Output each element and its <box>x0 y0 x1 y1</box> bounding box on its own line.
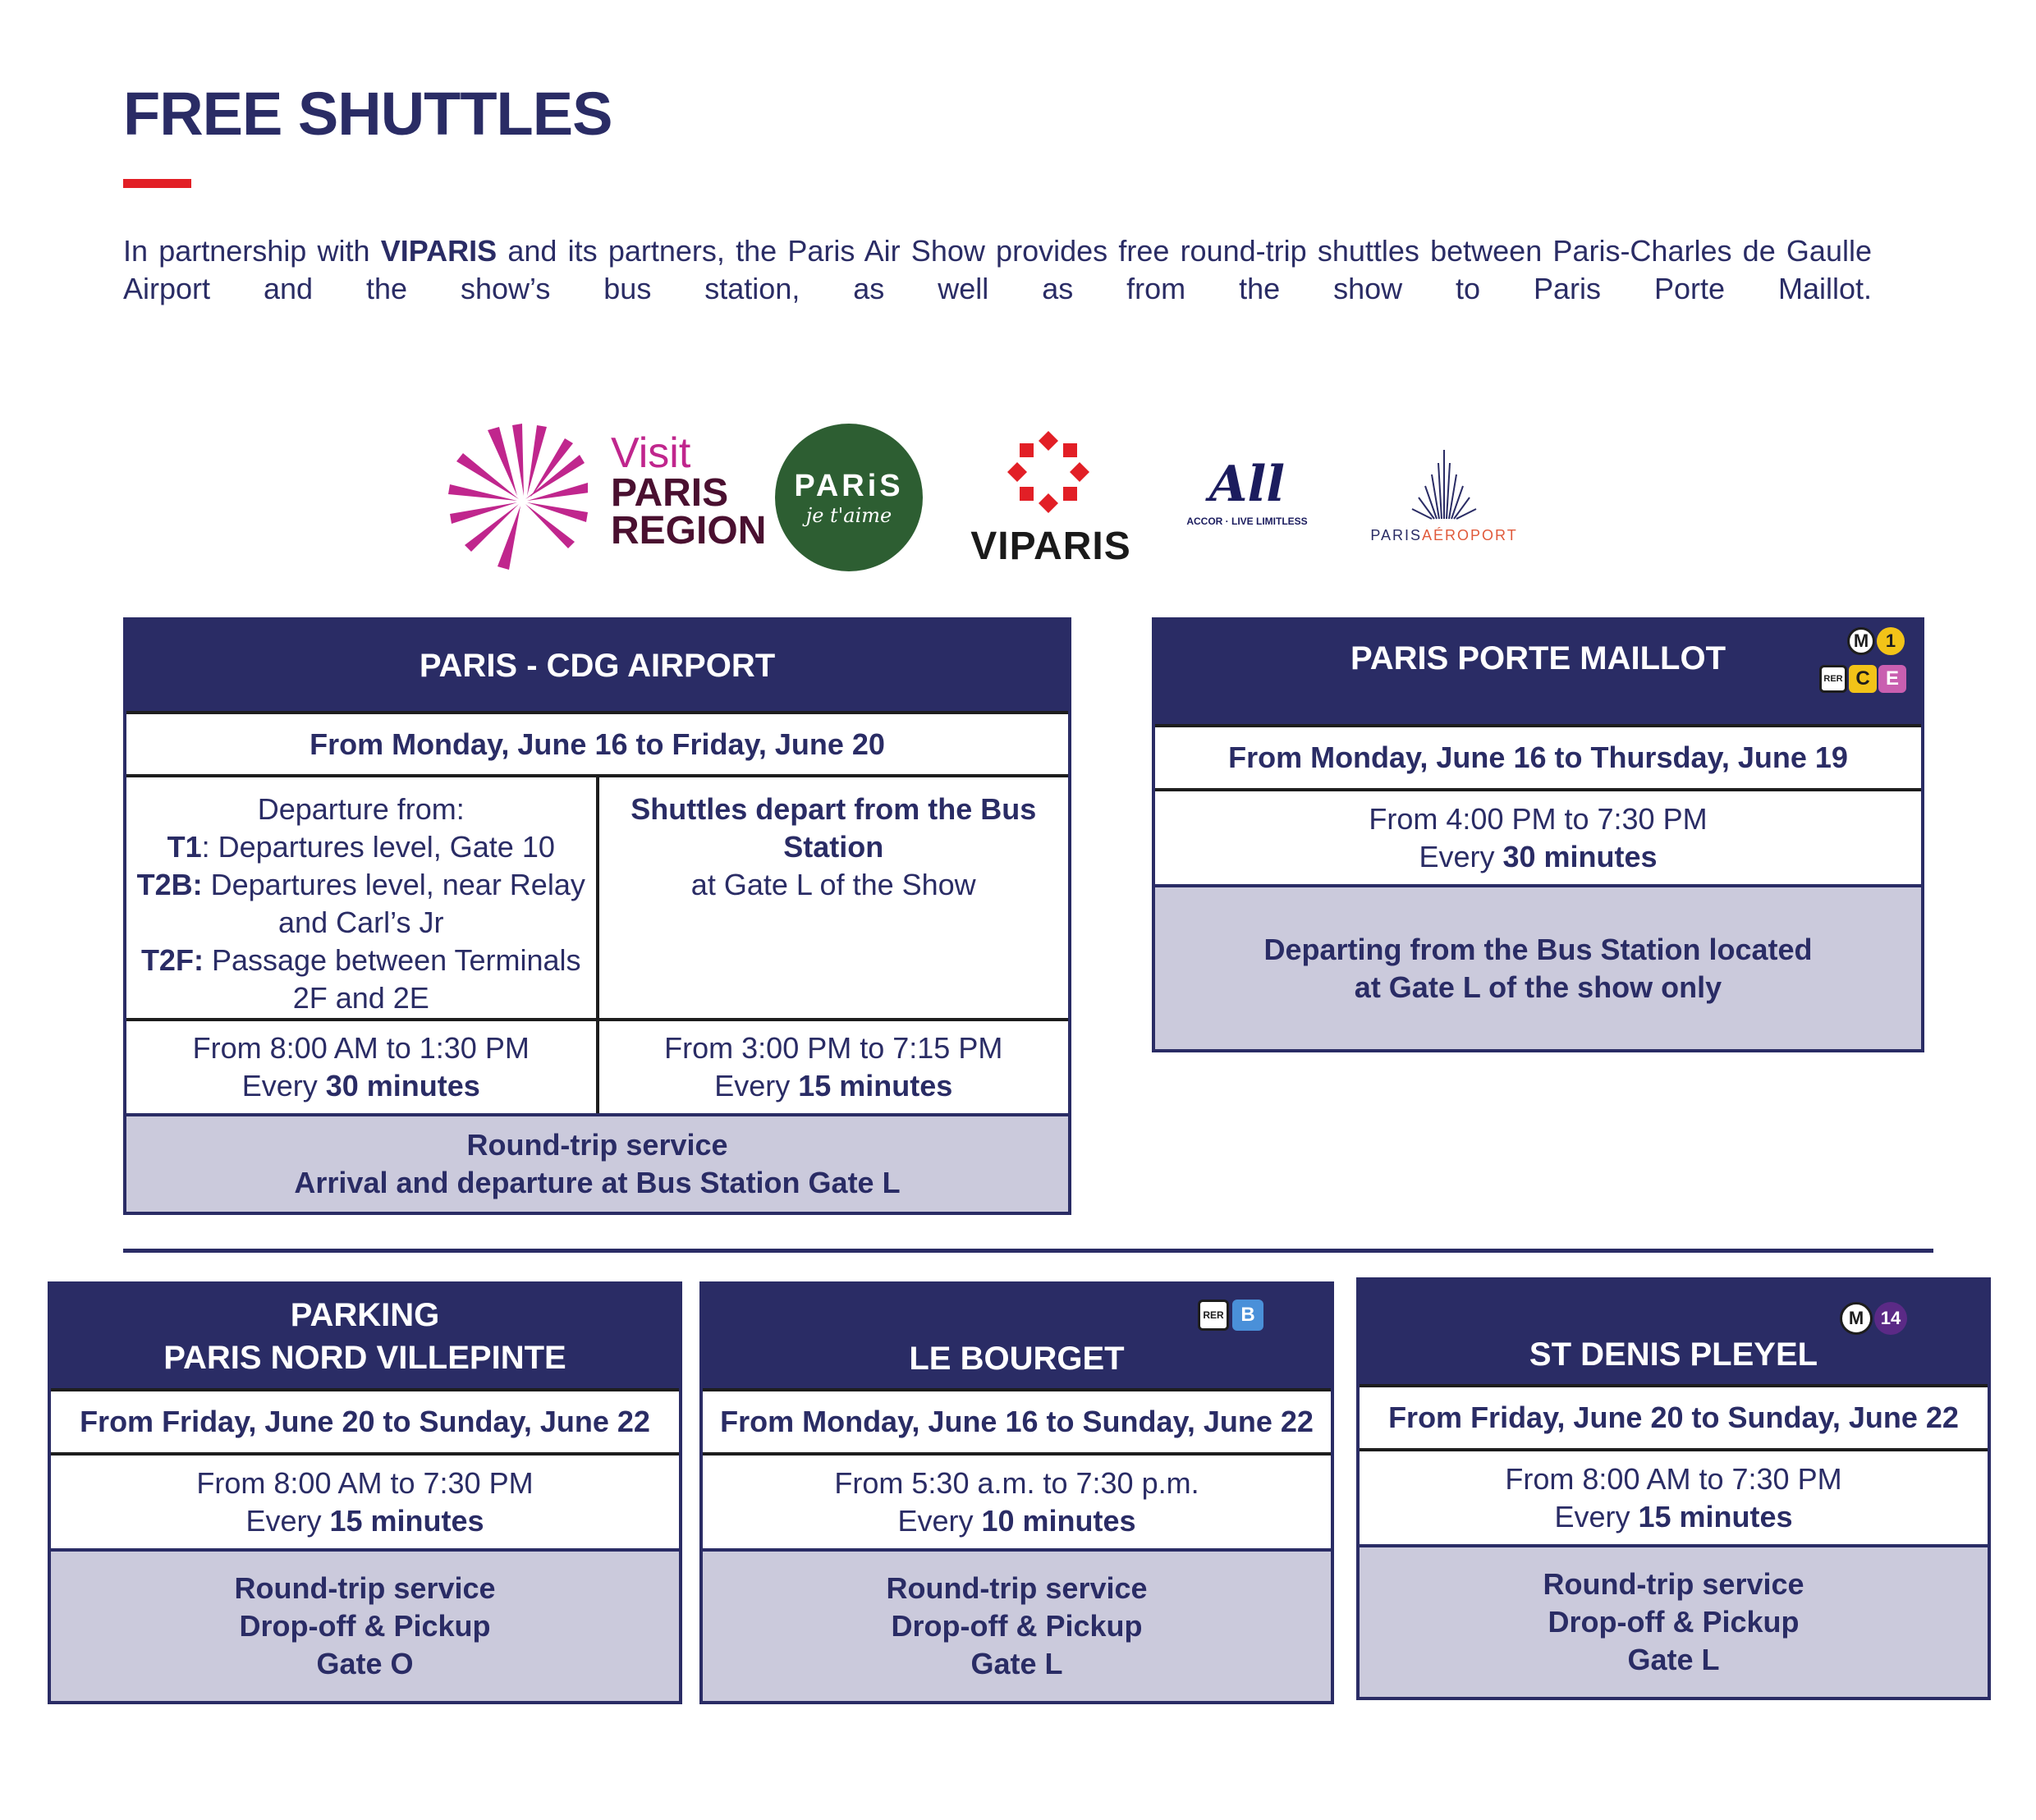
cdg-bus-heading: Shuttles depart from the Bus Station <box>631 792 1037 864</box>
villepinte-dates: From Friday, June 20 to Sunday, June 22 <box>51 1388 679 1452</box>
cdg-morning-time: From 8:00 AM to 1:30 PM <box>192 1031 530 1065</box>
villepinte-card <box>48 1281 682 1704</box>
every-label: Every <box>241 1069 318 1103</box>
paris-je-taime-logo <box>775 424 923 571</box>
pleyel-freq <box>1554 1498 1792 1536</box>
cdg-t2f <box>126 942 596 1017</box>
t2b-label: T2B: <box>136 868 203 901</box>
paris-aeroport-logo <box>1366 447 1522 553</box>
every-label: Every <box>1419 839 1495 873</box>
bourget-freq <box>897 1502 1135 1540</box>
intro-paragraph <box>123 232 1872 308</box>
rer-icon: RER <box>1819 665 1847 693</box>
bourget-transit-badges <box>1198 1300 1265 1331</box>
cdg-title: PARIS - CDG AIRPORT <box>419 648 776 684</box>
cdg-note-line2: Arrival and departure at Bus Station Gate L <box>294 1166 901 1199</box>
rer-e-icon: E <box>1878 665 1906 693</box>
villepinte-note-line1: Round-trip service <box>234 1571 496 1605</box>
cdg-afternoon-time: From 3:00 PM to 7:15 PM <box>664 1031 1003 1065</box>
freq-value: 10 minutes <box>981 1503 1136 1538</box>
villepinte-time: From 8:00 AM to 7:30 PM <box>196 1465 534 1500</box>
villepinte-freq <box>245 1502 484 1540</box>
cdg-dates: From Monday, June 16 to Friday, June 20 <box>126 711 1068 774</box>
viparis-text: VIPARIS <box>970 525 1131 568</box>
maillot-dates: From Monday, June 16 to Thursday, June 19 <box>1155 724 1921 788</box>
pleyel-title: ST DENIS PLEYEL <box>1529 1336 1818 1373</box>
villepinte-note-line3: Gate O <box>316 1647 414 1680</box>
villepinte-title-line2: PARIS NORD VILLEPINTE <box>163 1340 566 1376</box>
paris-jt-text: PARiS <box>794 468 904 503</box>
aeroport-text <box>1366 527 1522 544</box>
bourget-dates: From Monday, June 16 to Sunday, June 22 <box>703 1388 1331 1452</box>
freq-value: 15 minutes <box>329 1503 484 1538</box>
freq-value: 30 minutes <box>325 1069 480 1103</box>
villepinte-schedule <box>51 1452 679 1548</box>
metro-line-14-icon: 14 <box>1874 1302 1907 1335</box>
cdg-departure-points <box>126 777 596 1018</box>
freq-value: 15 minutes <box>1638 1499 1793 1533</box>
pleyel-dates: From Friday, June 20 to Sunday, June 22 <box>1360 1384 1988 1448</box>
bourget-header <box>703 1285 1331 1388</box>
cdg-departure-heading: Departure from: <box>257 792 465 826</box>
t2b-text: Departures level, near Relay and Carl’s Jr <box>202 868 585 939</box>
page-title: FREE SHUTTLES <box>123 80 612 148</box>
cdg-morning-freq <box>242 1067 480 1105</box>
bourget-note-line2: Drop-off & Pickup <box>891 1609 1143 1643</box>
pleyel-note-line2: Drop-off & Pickup <box>1548 1605 1800 1639</box>
freq-value: 30 minutes <box>1502 839 1658 873</box>
cdg-bus-station-info <box>596 777 1069 1018</box>
rer-icon: RER <box>1198 1300 1229 1331</box>
bourget-time: From 5:30 a.m. to 7:30 p.m. <box>834 1465 1199 1500</box>
viparis-logo <box>969 427 1133 566</box>
region-text: REGION <box>611 509 767 552</box>
maillot-transit-badges <box>1819 624 1906 699</box>
maillot-note-line1: Departing from the Bus Station located <box>1263 932 1813 966</box>
t1-label: T1 <box>167 830 202 864</box>
intro-post: and its partners, the Paris Air Show provides free round-trip shuttles between Paris-Charles de Gaulle Airport and the show’s bus station, as well as from the show to Paris Porte Maillot. <box>123 234 1872 305</box>
metro-line-1-icon: 1 <box>1877 627 1905 655</box>
maillot-header <box>1155 621 1921 724</box>
maillot-time: From 4:00 PM to 7:30 PM <box>1369 801 1708 836</box>
visit-text: Visit <box>611 429 691 477</box>
cdg-t1 <box>167 828 555 866</box>
maillot-schedule <box>1155 788 1921 884</box>
accor-logo <box>1169 456 1325 534</box>
aeroport-rays-icon <box>1407 447 1481 520</box>
villepinte-note-line2: Drop-off & Pickup <box>239 1609 491 1643</box>
villepinte-title-line1: PARKING <box>290 1297 440 1333</box>
villepinte-note <box>51 1548 679 1701</box>
pleyel-transit-badges <box>1840 1302 1907 1335</box>
every-label: Every <box>1554 1499 1630 1533</box>
st-denis-pleyel-card <box>1356 1277 1991 1700</box>
cdg-afternoon-schedule <box>596 1021 1069 1113</box>
intro-pre: In partnership with <box>123 234 370 268</box>
pleyel-note-line3: Gate L <box>1627 1643 1720 1676</box>
rer-c-icon: C <box>1849 665 1877 693</box>
maillot-freq <box>1419 838 1657 876</box>
t2f-text: Passage between Terminals 2F and 2E <box>203 943 581 1015</box>
cdg-airport-card <box>123 617 1071 1215</box>
metro-icon: M <box>1847 627 1875 655</box>
t2f-label: T2F: <box>140 943 204 977</box>
cdg-afternoon-freq <box>714 1067 952 1105</box>
bourget-note-line1: Round-trip service <box>886 1571 1148 1605</box>
pleyel-schedule <box>1360 1448 1988 1544</box>
title-underline <box>123 179 191 188</box>
pleyel-note <box>1360 1544 1988 1697</box>
pleyel-time: From 8:00 AM to 7:30 PM <box>1505 1461 1842 1496</box>
every-label: Every <box>897 1503 974 1538</box>
starburst-icon <box>440 424 588 571</box>
every-label: Every <box>245 1503 322 1538</box>
accor-all-mark: All <box>1208 456 1286 513</box>
freq-value: 15 minutes <box>798 1069 953 1103</box>
intro-brand: VIPARIS <box>380 234 498 268</box>
accor-tagline: ACCOR · LIVE LIMITLESS <box>1186 516 1308 527</box>
bourget-note-line3: Gate L <box>970 1647 1063 1680</box>
rer-b-icon: B <box>1232 1300 1263 1331</box>
t1-text: : Departures level, Gate 10 <box>201 830 555 864</box>
cdg-note <box>126 1113 1068 1212</box>
cdg-morning-schedule <box>126 1021 596 1113</box>
cdg-departure-info <box>126 774 1068 1018</box>
bourget-title: LE BOURGET <box>909 1341 1125 1377</box>
maillot-title: PARIS PORTE MAILLOT <box>1350 640 1726 676</box>
cdg-bus-text: at Gate L of the Show <box>690 868 976 901</box>
le-bourget-card <box>699 1281 1334 1704</box>
visit-paris-region-logo <box>440 420 767 568</box>
porte-maillot-card <box>1152 617 1924 1052</box>
villepinte-header <box>51 1285 679 1388</box>
metro-icon: M <box>1840 1302 1873 1335</box>
aeroport-word: AÉROPORT <box>1422 527 1518 543</box>
cdg-schedules <box>126 1018 1068 1113</box>
cdg-note-line1: Round-trip service <box>466 1128 728 1162</box>
section-divider <box>123 1249 1933 1253</box>
pleyel-note-line1: Round-trip service <box>1543 1567 1804 1601</box>
cdg-t2b <box>126 866 596 942</box>
cdg-header <box>126 621 1068 711</box>
bourget-note <box>703 1548 1331 1701</box>
aeroport-paris: PARIS <box>1370 527 1422 543</box>
maillot-note <box>1155 884 1921 1049</box>
paris-text: PARIS <box>611 471 729 515</box>
pleyel-header <box>1360 1281 1988 1384</box>
maillot-note-line2: at Gate L of the show only <box>1354 970 1722 1004</box>
je-taime-text: je t'aime <box>805 503 892 527</box>
every-label: Every <box>714 1069 791 1103</box>
viparis-flower-icon <box>1003 427 1094 517</box>
bourget-schedule <box>703 1452 1331 1548</box>
